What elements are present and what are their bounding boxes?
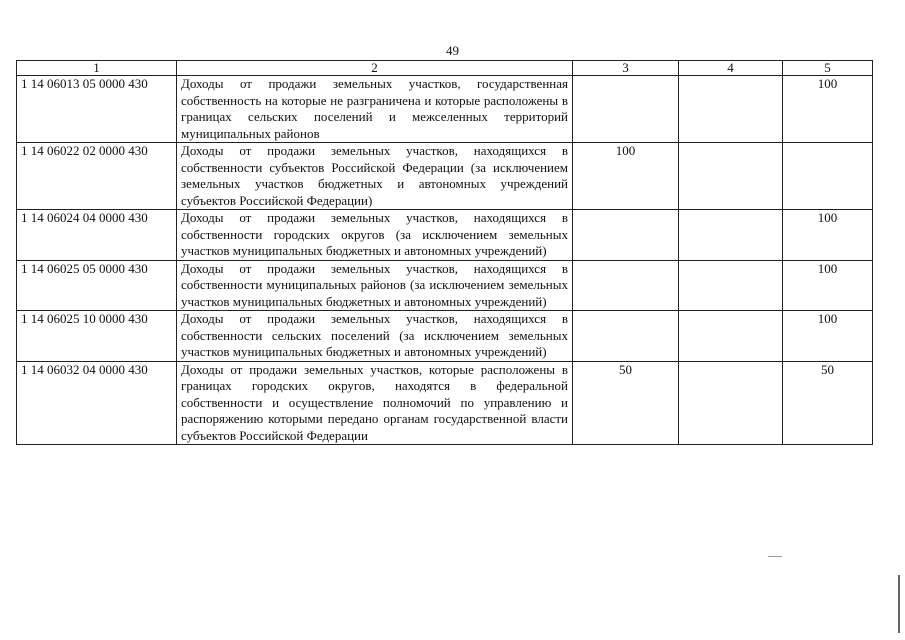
- row-description-text: Доходы от продажи земельных участков, находящихся в собственности муниципальных районов (за исключением земельных участков муниципальных бюджетных и автономных учреждений): [181, 260, 568, 309]
- row-code: 1 14 06013 05 0000 430: [17, 76, 177, 143]
- row-description: [177, 361, 573, 445]
- page-number: 49: [446, 43, 459, 58]
- table-row: [17, 143, 873, 210]
- row-col4-value: [679, 76, 783, 143]
- scan-dash-mark: [768, 556, 782, 557]
- scan-edge-mark: [898, 575, 900, 633]
- row-description: [177, 311, 573, 362]
- row-code: 1 14 06032 04 0000 430: [17, 361, 177, 445]
- row-col4-value: [679, 143, 783, 210]
- header-col-1: 1: [17, 61, 177, 76]
- row-col5-value: 50: [783, 361, 873, 445]
- row-col3-value: [573, 311, 679, 362]
- table-row: [17, 361, 873, 445]
- row-col4-value: [679, 361, 783, 445]
- row-col3-value: 100: [573, 143, 679, 210]
- header-col-2: 2: [177, 61, 573, 76]
- row-description: [177, 143, 573, 210]
- row-col5-value: 100: [783, 76, 873, 143]
- table-row: [17, 311, 873, 362]
- row-col3-value: [573, 210, 679, 261]
- row-col5-value: 100: [783, 210, 873, 261]
- row-col3-value: 50: [573, 361, 679, 445]
- row-col3-value: [573, 260, 679, 311]
- header-col-5: 5: [783, 61, 873, 76]
- row-col4-value: [679, 311, 783, 362]
- table-header-row: [17, 61, 873, 76]
- row-col4-value: [679, 210, 783, 261]
- row-col5-value: [783, 143, 873, 210]
- row-description-text: Доходы от продажи земельных участков, которые расположены в границах городских округов, находятся в федеральной собственности и осуществление полномочий по управлению и распоряжению которыми передано органам государственной власти субъектов Российской Федерации: [181, 361, 568, 443]
- table-row: [17, 260, 873, 311]
- row-col4-value: [679, 260, 783, 311]
- row-code: 1 14 06025 10 0000 430: [17, 311, 177, 362]
- row-description-text: Доходы от продажи земельных участков, находящихся в собственности сельских поселений (за исключением земельных участков муниципальных бюджетных и автономных учреждений): [181, 311, 568, 359]
- row-col3-value: [573, 76, 679, 143]
- row-description: [177, 260, 573, 311]
- header-col-4: 4: [679, 61, 783, 76]
- header-col-3: 3: [573, 61, 679, 76]
- table-row: [17, 76, 873, 143]
- row-description-text: Доходы от продажи земельных участков, находящихся в собственности городских округов (за исключением земельных участков муниципальных бюджетных и автономных учреждений): [181, 210, 568, 258]
- row-code: 1 14 06025 05 0000 430: [17, 260, 177, 311]
- row-description-text: Доходы от продажи земельных участков, находящихся в собственности субъектов Российской Федерации (за исключением земельных участков бюджетных и автономных учреждений субъектов Российской Федерации): [181, 143, 568, 208]
- row-description: [177, 210, 573, 261]
- row-description: [177, 76, 573, 143]
- row-code: 1 14 06022 02 0000 430: [17, 143, 177, 210]
- row-col5-value: 100: [783, 260, 873, 311]
- revenue-table: [16, 60, 873, 445]
- row-col5-value: 100: [783, 311, 873, 362]
- table-row: [17, 210, 873, 261]
- row-code: 1 14 06024 04 0000 430: [17, 210, 177, 261]
- row-description-text: Доходы от продажи земельных участков, государственная собственность на которые не разграничена и которые расположены в границах сельских поселений и межселенных территорий муниципальных районов: [181, 76, 568, 141]
